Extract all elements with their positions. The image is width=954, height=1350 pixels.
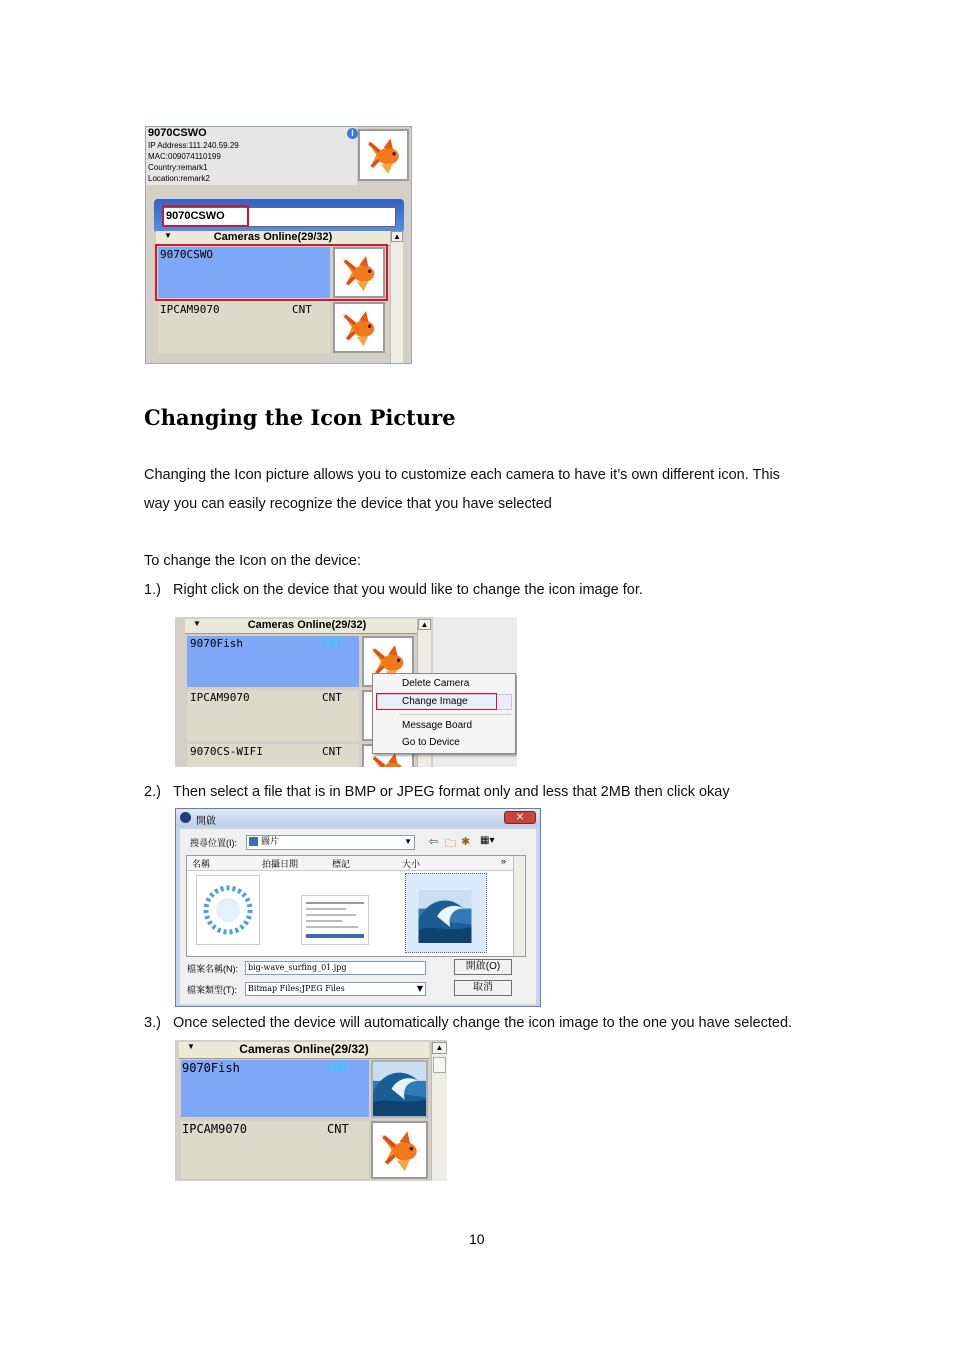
result-screenshot	[175, 1040, 460, 1181]
to-change-label: To change the Icon on the device:	[144, 553, 361, 569]
camera-list-header[interactable]	[179, 1042, 429, 1059]
info-location: Location:remark2	[148, 174, 210, 183]
camera-name: IPCAM9070	[190, 691, 250, 704]
selected-file-thumbnail	[410, 890, 480, 943]
menu-item-go-to-device[interactable]: Go to Device	[402, 737, 460, 748]
scroll-up-icon[interactable]: ▲	[432, 1042, 447, 1054]
step-text: Right click on the device that you would like to change the icon image for.	[173, 582, 643, 598]
search-screenshot	[145, 126, 412, 364]
close-icon[interactable]: ✕	[504, 811, 536, 824]
camera-row[interactable]	[187, 744, 359, 767]
info-icon[interactable]: i	[347, 128, 358, 139]
info-ip: IP Address:111.240.59.29	[148, 141, 239, 150]
step-number: 3.)	[144, 1015, 161, 1031]
new-folder-icon[interactable]: ✱	[461, 836, 471, 848]
scroll-up-icon[interactable]: ▲	[418, 619, 431, 630]
dialog-title: 開啟	[196, 816, 216, 827]
filetype-label: 檔案類型(T):	[187, 985, 237, 995]
camera-thumbnail	[333, 302, 385, 353]
page-number: 10	[469, 1231, 485, 1247]
camera-status: CNT	[327, 1061, 349, 1075]
column-name[interactable]: 名稱	[192, 859, 211, 869]
camera-name: IPCAM9070	[182, 1122, 248, 1136]
cancel-button[interactable]: 取消	[454, 980, 512, 996]
info-country: Country:remark1	[148, 163, 208, 172]
back-icon[interactable]: ⇦	[429, 836, 439, 848]
lookin-value: 圖片	[261, 836, 280, 846]
camera-row[interactable]	[181, 1060, 369, 1117]
filetype-select[interactable]	[245, 982, 426, 996]
up-folder-icon[interactable]: 🗀	[445, 838, 456, 850]
file-thumbnail[interactable]	[196, 875, 260, 945]
context-menu-screenshot	[175, 617, 517, 767]
window-edge	[447, 1040, 460, 1181]
camera-row[interactable]	[187, 636, 359, 687]
intro-line-2: way you can easily recognize the device that you have selected	[144, 496, 552, 512]
scroll-up-icon[interactable]: ▲	[391, 231, 403, 242]
camera-status: CNT	[322, 691, 342, 704]
info-mac: MAC:009074110199	[148, 152, 221, 161]
selection-highlight	[155, 244, 388, 301]
open-button[interactable]: 開啟(O)	[454, 959, 512, 975]
column-header	[187, 856, 513, 871]
chevron-down-icon: ▼	[404, 837, 412, 846]
step-text: Then select a file that is in BMP or JPEG format only and less that 2MB then click okay	[173, 784, 730, 800]
camera-row[interactable]	[158, 302, 330, 353]
chevron-down-icon: ▼	[416, 984, 423, 993]
camera-status: CNT	[327, 1122, 349, 1136]
menu-separator	[399, 714, 511, 715]
filename-label: 檔案名稱(N):	[187, 964, 238, 974]
lookin-label: 搜尋位置(I):	[190, 838, 237, 848]
step-text: Once selected the device will automatically change the icon image to the one you have selected.	[173, 1015, 793, 1031]
filename-input[interactable]: big-wave_surfing_01.jpg	[245, 961, 426, 975]
step-number: 2.)	[144, 784, 161, 800]
step-number: 1.)	[144, 582, 161, 598]
camera-name: 9070CS-WIFI	[190, 745, 263, 758]
folder-icon	[249, 837, 258, 846]
camera-status: CNT	[292, 303, 312, 316]
scrollbar[interactable]	[431, 1042, 447, 1181]
menu-highlight	[376, 693, 497, 710]
filetype-value: Bitmap Files;JPEG Files	[248, 984, 345, 993]
list-header-label: Cameras Online(29/32)	[239, 1042, 369, 1056]
file-list-scrollbar[interactable]	[513, 856, 525, 956]
column-tags[interactable]: 標記	[332, 859, 351, 869]
list-header-label: Cameras Online(29/32)	[247, 619, 367, 631]
dialog-titlebar	[176, 809, 540, 827]
scroll-thumb[interactable]	[433, 1057, 446, 1073]
menu-item-message-board[interactable]: Message Board	[402, 720, 473, 731]
camera-status: CNT	[322, 637, 342, 650]
camera-row[interactable]	[181, 1121, 369, 1178]
camera-list-header[interactable]	[185, 619, 429, 634]
collapse-icon: ▼	[164, 231, 172, 240]
section-heading: Changing the Icon Picture	[144, 405, 456, 430]
context-menu	[372, 673, 516, 754]
menu-item-change-image-label: Change Image	[402, 696, 468, 707]
collapse-icon: ▼	[193, 619, 201, 628]
open-file-dialog	[175, 808, 541, 1007]
more-columns[interactable]: »	[501, 856, 507, 866]
column-date[interactable]: 拍攝日期	[262, 859, 299, 869]
menu-item-delete-camera[interactable]: Delete Camera	[402, 678, 470, 689]
camera-status: CNT	[322, 745, 342, 758]
search-highlight	[162, 205, 249, 227]
camera-row[interactable]	[187, 690, 359, 741]
search-input-value: 9070CSWO	[166, 210, 225, 222]
app-icon	[180, 812, 191, 823]
view-menu-icon[interactable]: ▦▾	[480, 835, 495, 846]
collapse-icon: ▼	[187, 1042, 195, 1051]
camera-info-panel	[146, 127, 357, 185]
column-size[interactable]: 大小	[402, 859, 421, 869]
camera-name: 9070Fish	[182, 1061, 240, 1075]
lookin-select[interactable]	[246, 835, 415, 850]
scrollbar[interactable]	[390, 231, 403, 364]
intro-line-1: Changing the Icon picture allows you to customize each camera to have it’s own different icon. This	[144, 467, 780, 483]
file-thumbnail[interactable]	[301, 895, 369, 945]
camera-name: 9070CSWO	[160, 248, 213, 261]
info-camera-name: 9070CSWO	[148, 127, 207, 139]
camera-thumbnail	[371, 1121, 428, 1179]
camera-thumbnail	[371, 1060, 428, 1118]
camera-name: IPCAM9070	[160, 303, 220, 316]
list-header-label: Cameras Online(29/32)	[213, 231, 333, 243]
info-thumbnail	[358, 129, 409, 181]
camera-name: 9070Fish	[190, 637, 243, 650]
